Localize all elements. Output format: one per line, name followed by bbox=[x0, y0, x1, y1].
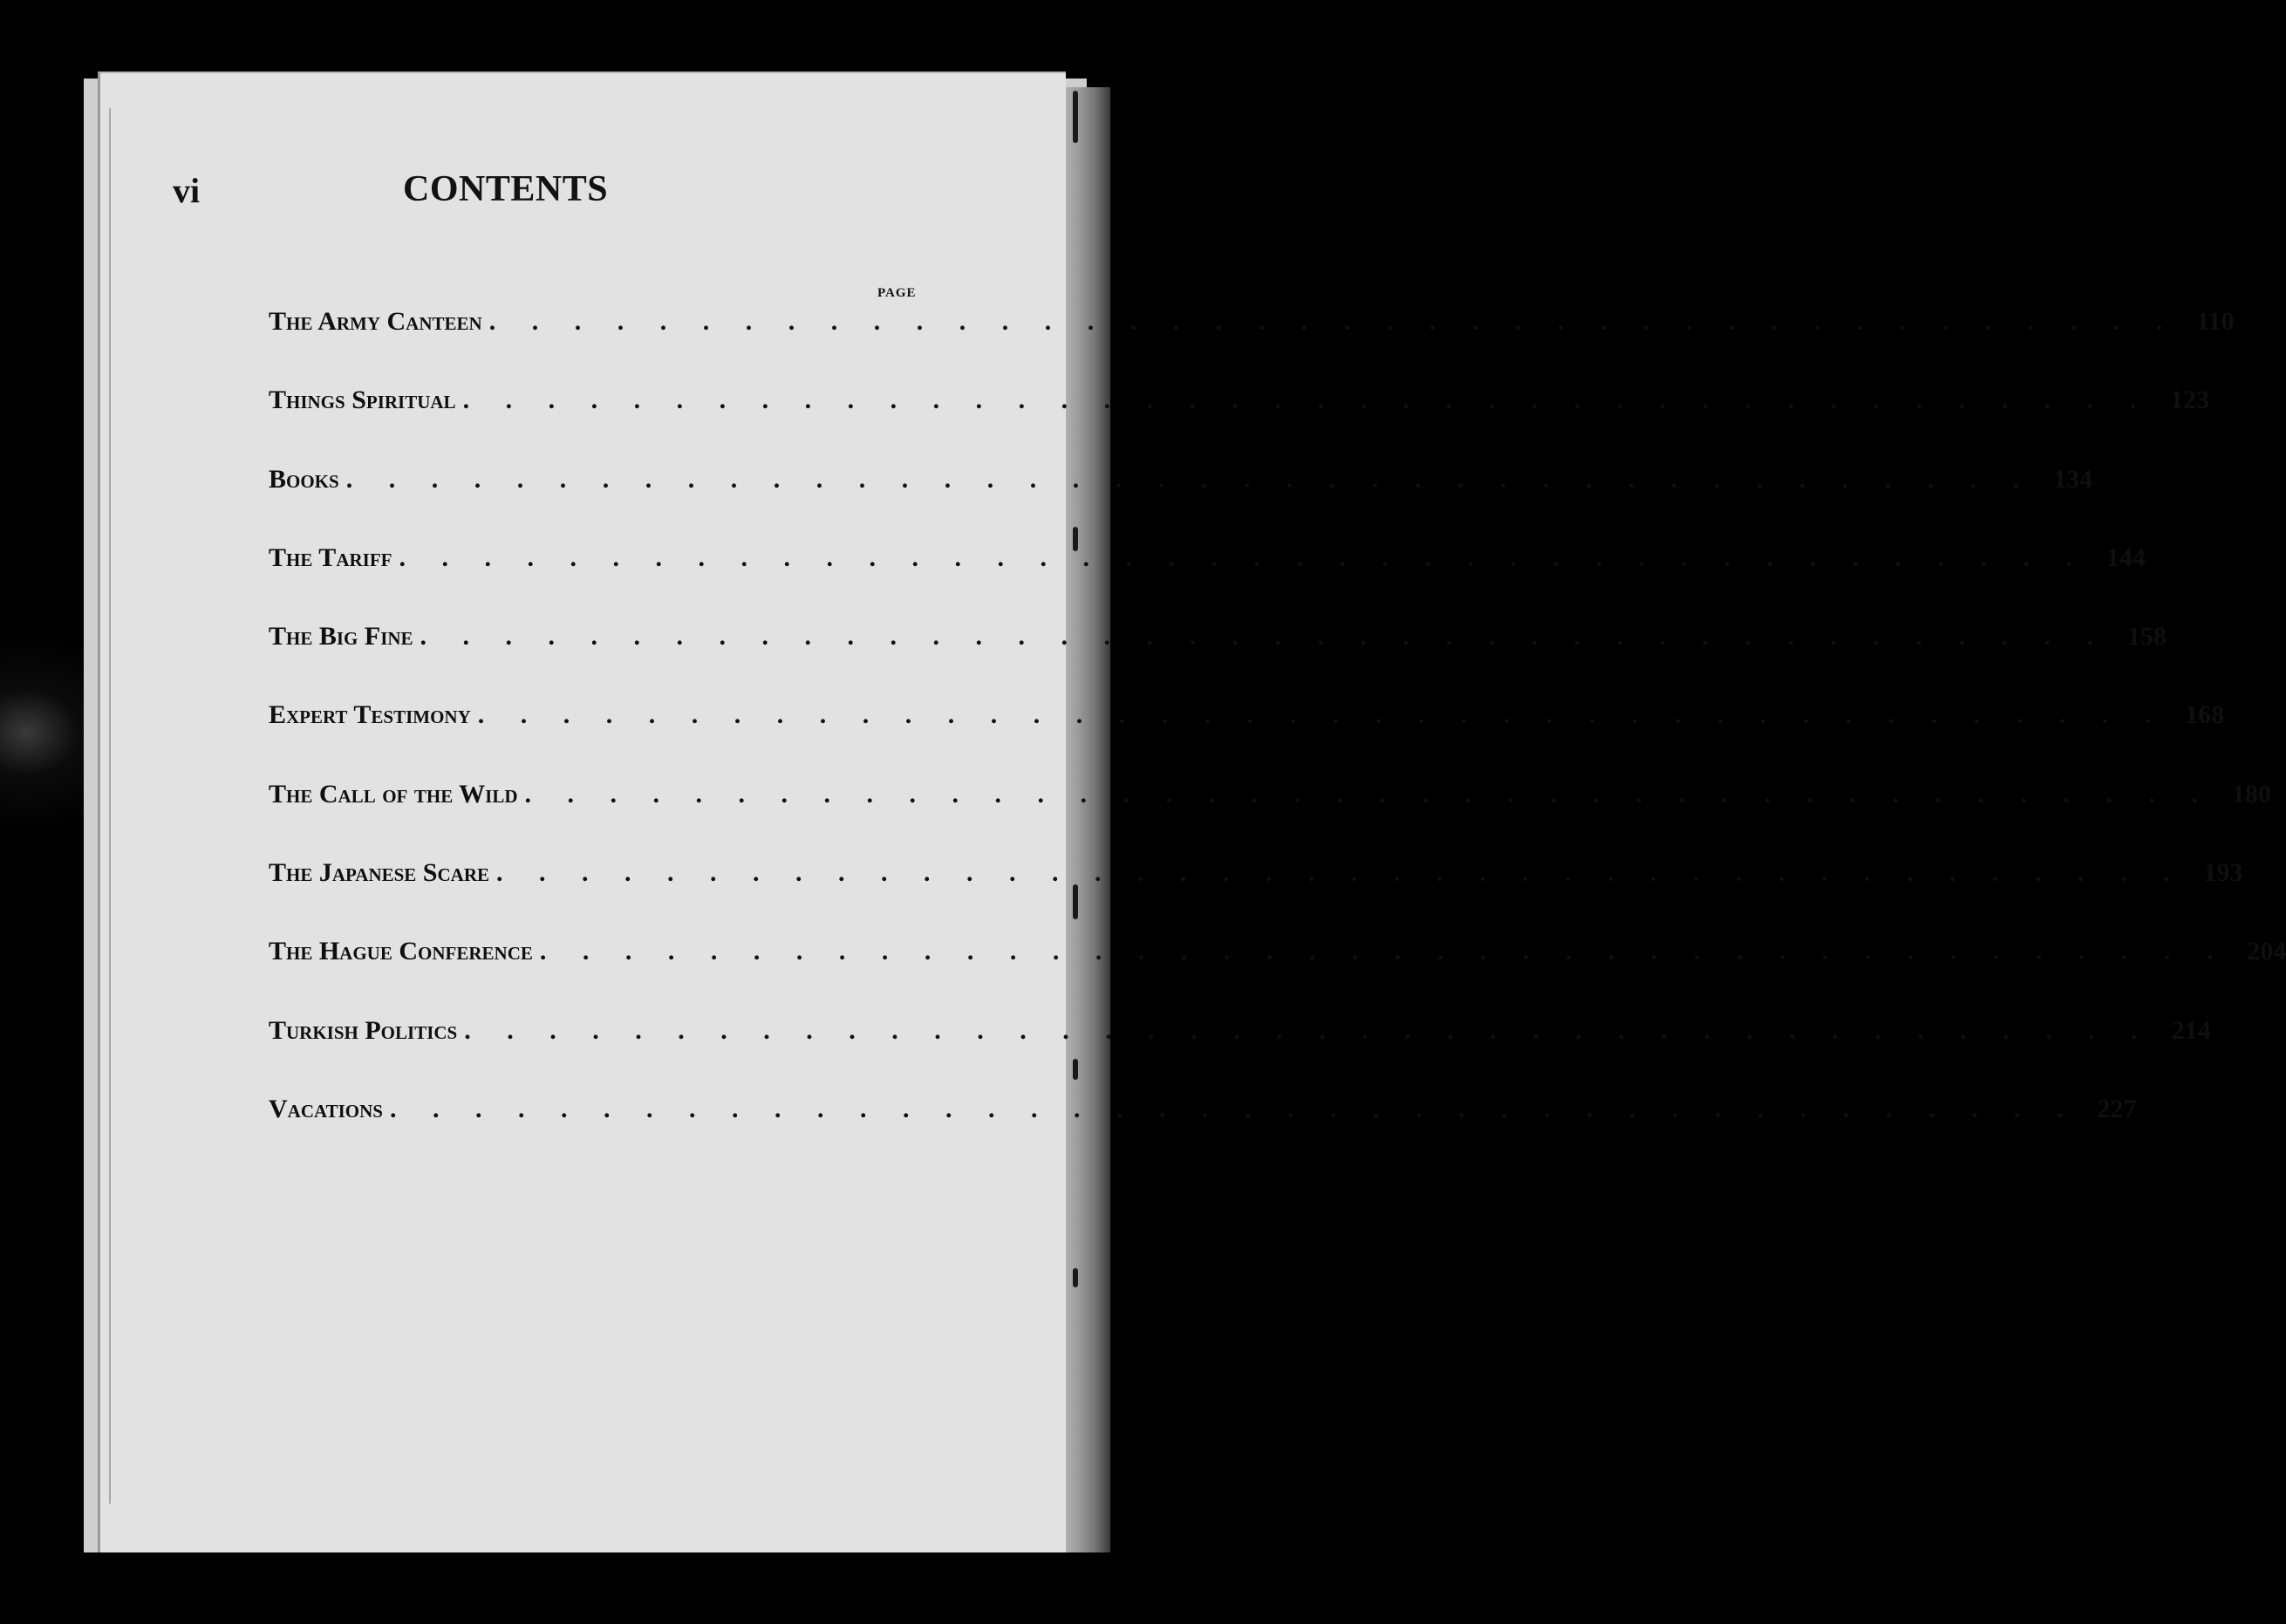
toc-row bbox=[269, 1015, 2211, 1046]
toc-entry-title: Expert Testimony bbox=[269, 700, 471, 730]
page-title: CONTENTS bbox=[403, 169, 609, 209]
toc-entry-page: 110 bbox=[2196, 307, 2235, 336]
toc-entry-page: 134 bbox=[2053, 464, 2093, 494]
toc-entry-page: 214 bbox=[2171, 1015, 2211, 1045]
page-column-label: PAGE bbox=[877, 286, 917, 300]
toc-row bbox=[269, 1094, 2137, 1124]
toc-entry-page: 123 bbox=[2170, 386, 2210, 415]
binding-mark bbox=[1073, 1268, 1078, 1287]
toc-row bbox=[269, 700, 2225, 730]
toc-row bbox=[269, 307, 2235, 337]
toc-entry-title: Vacations bbox=[269, 1094, 383, 1123]
toc-entry bbox=[269, 700, 2225, 779]
dot-leader: . . . . . . . . . . . . . . . . . . . . . . . . . . . . . . . . . . . . . . . . bbox=[464, 1015, 2153, 1045]
dot-leader: . . . . . . . . . . . . . . . . . . . . . . . . . . . . . . . . . . . . . . . . bbox=[477, 700, 2167, 730]
binding-mark bbox=[1073, 884, 1078, 919]
toc-entry bbox=[269, 1015, 2211, 1095]
toc-entry bbox=[269, 464, 2093, 543]
table-of-contents bbox=[269, 307, 2286, 1173]
toc-entry-page: 227 bbox=[2097, 1094, 2137, 1123]
toc-entry bbox=[269, 1094, 2137, 1173]
toc-entry bbox=[269, 779, 2272, 858]
toc-entry-title: The Big Fine bbox=[269, 622, 413, 652]
toc-entry bbox=[269, 386, 2210, 464]
dot-leader: . . . . . . . . . . . . . . . . . . . . . . . . . . . . . . . . . . . . . . . . bbox=[345, 464, 2035, 494]
toc-row bbox=[269, 542, 2146, 573]
dot-leader: . . . . . . . . . . . . . . . . . . . . . . . . . . . . . . . . . . . . . . . . bbox=[420, 622, 2109, 652]
toc-entry-title: The Army Canteen bbox=[269, 307, 482, 336]
toc-row bbox=[269, 464, 2093, 495]
dot-leader: . . . . . . . . . . . . . . . . . . . . . . . . . . . . . . . . . . . . . . . . bbox=[488, 307, 2178, 336]
toc-entry-page: 180 bbox=[2232, 779, 2272, 809]
toc-entry-page: 204 bbox=[2247, 937, 2286, 966]
binding-mark bbox=[1073, 1059, 1078, 1080]
toc-entry-title: The Japanese Scare bbox=[269, 858, 489, 888]
toc-entry-page: 168 bbox=[2185, 700, 2225, 730]
dot-leader: . . . . . . . . . . . . . . . . . . . . . . . . . . . . . . . . . . . . . . . . bbox=[462, 386, 2152, 415]
toc-entry-page: 144 bbox=[2105, 542, 2146, 572]
toc-row bbox=[269, 937, 2286, 966]
toc-row bbox=[269, 779, 2272, 809]
toc-entry bbox=[269, 307, 2235, 386]
toc-entry-title: The Tariff bbox=[269, 542, 392, 572]
toc-row bbox=[269, 858, 2243, 888]
binding-mark bbox=[1073, 91, 1078, 143]
toc-entry bbox=[269, 622, 2167, 700]
toc-row bbox=[269, 622, 2167, 652]
toc-entry-title: Things Spiritual bbox=[269, 386, 456, 415]
page-margin-line bbox=[109, 108, 111, 1504]
page-number: vi bbox=[173, 171, 201, 210]
dot-leader: . . . . . . . . . . . . . . . . . . . . . . . . . . . . . . . . . . . . . . . . bbox=[389, 1094, 2078, 1123]
page-header bbox=[173, 153, 836, 222]
dot-leader: . . . . . . . . . . . . . . . . . . . . . . . . . . . . . . . . . . . . . . . . bbox=[524, 779, 2214, 809]
toc-entry-title: The Hague Conference bbox=[269, 937, 533, 966]
toc-entry bbox=[269, 858, 2243, 937]
toc-entry-title: Books bbox=[269, 464, 339, 494]
toc-entry-page: 193 bbox=[2203, 858, 2243, 888]
dot-leader: . . . . . . . . . . . . . . . . . . . . . . . . . . . . . . . . . . . . . . . . bbox=[399, 542, 2087, 572]
toc-entry-page: 158 bbox=[2127, 622, 2167, 652]
toc-entry bbox=[269, 937, 2286, 1015]
toc-entry-title: Turkish Politics bbox=[269, 1015, 458, 1045]
toc-row bbox=[269, 386, 2210, 415]
toc-entry-title: The Call of the Wild bbox=[269, 779, 518, 809]
dot-leader: . . . . . . . . . . . . . . . . . . . . . . . . . . . . . . . . . . . . . . . . bbox=[539, 937, 2228, 966]
toc-entry bbox=[269, 542, 2146, 622]
dot-leader: . . . . . . . . . . . . . . . . . . . . . . . . . . . . . . . . . . . . . . . . bbox=[496, 858, 2185, 888]
